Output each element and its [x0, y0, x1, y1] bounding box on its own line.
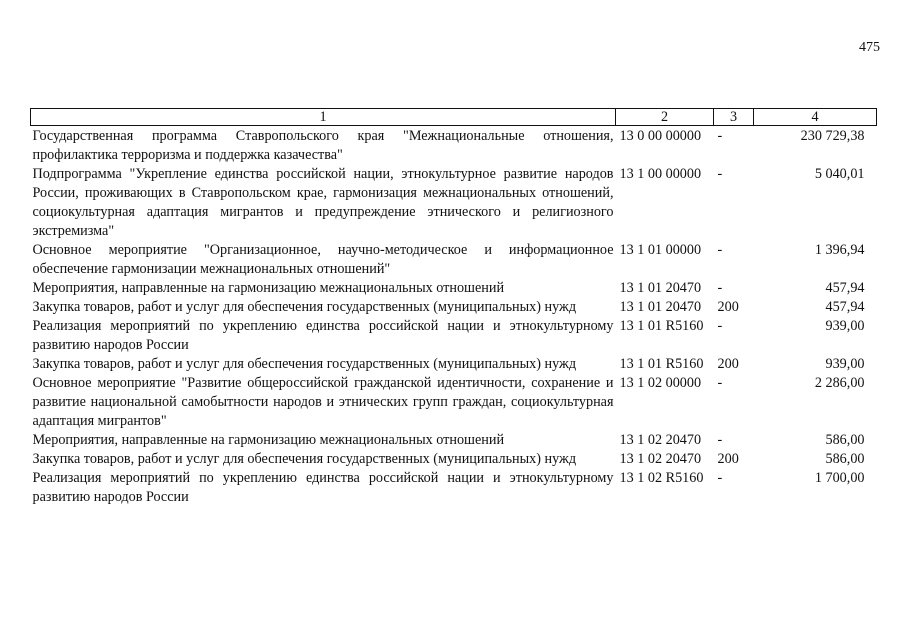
row-name: Государственная программа Ставропольского края "Межнациональные отношения, профилактика терроризма и поддержка казачества"	[32, 128, 614, 163]
row-name: Реализация мероприятий по укреплению единства российской нации и этнокультурному развитию народов России	[32, 470, 614, 505]
row-name: Закупка товаров, работ и услуг для обеспечения государственных (муниципальных) нужд	[32, 356, 577, 372]
table-row	[31, 450, 877, 469]
row-code: 13 1 01 20470	[619, 280, 702, 296]
table-row	[31, 279, 877, 298]
row-type: -	[717, 280, 723, 296]
row-name: Основное мероприятие "Организационное, научно-методическое и информационное обеспечение гармонизации межнациональных отношений"	[32, 242, 614, 277]
table-row	[31, 241, 877, 279]
row-amount: 5 040,01	[814, 166, 865, 182]
row-type: -	[717, 166, 723, 182]
header-col-3: 3	[714, 109, 754, 126]
row-code: 13 1 02 20470	[619, 432, 702, 448]
row-code: 13 1 01 20470	[619, 299, 702, 315]
table-row	[31, 126, 877, 166]
row-name: Закупка товаров, работ и услуг для обеспечения государственных (муниципальных) нужд	[32, 451, 577, 467]
row-type: -	[717, 242, 723, 258]
row-amount: 586,00	[825, 451, 865, 467]
table-row	[31, 298, 877, 317]
row-name: Реализация мероприятий по укреплению единства российской нации и этнокультурному развитию народов России	[32, 318, 614, 353]
page-number: 475	[859, 40, 880, 55]
table-row	[31, 355, 877, 374]
row-amount: 1 396,94	[814, 242, 865, 258]
row-name: Основное мероприятие "Развитие общероссийской гражданской идентичности, сохранение и развитие национальной самобытности народов и этнических групп граждан, социокультурная адаптация мигрантов"	[32, 375, 614, 429]
row-code: 13 1 02 20470	[619, 451, 702, 467]
row-name: Мероприятия, направленные на гармонизацию межнациональных отношений	[32, 432, 505, 448]
row-name: Мероприятия, направленные на гармонизацию межнациональных отношений	[32, 280, 505, 296]
row-name: Закупка товаров, работ и услуг для обеспечения государственных (муниципальных) нужд	[32, 299, 577, 315]
table-row	[31, 165, 877, 241]
row-amount: 939,00	[825, 318, 865, 334]
row-name: Подпрограмма "Укрепление единства российской нации, этнокультурное развитие народов России, проживающих в Ставропольском крае, гармонизация межнациональных отношений, социокультурная адаптация мигрантов и предупреждение этнического и религиозного экстремизма"	[32, 166, 614, 239]
row-amount: 1 700,00	[814, 470, 865, 486]
row-code: 13 1 02 00000	[619, 375, 702, 391]
row-type: -	[717, 375, 723, 391]
row-amount: 457,94	[825, 280, 865, 296]
row-type: 200	[717, 451, 739, 467]
header-col-4: 4	[754, 109, 877, 126]
row-type: 200	[717, 299, 739, 315]
row-code: 13 1 01 R5160	[619, 318, 704, 334]
row-code: 13 1 02 R5160	[619, 470, 704, 486]
row-type: -	[717, 432, 723, 448]
table-row	[31, 374, 877, 431]
row-code: 13 1 00 00000	[619, 166, 702, 182]
table-header-row	[31, 109, 877, 126]
row-type: -	[717, 318, 723, 334]
row-amount: 939,00	[825, 356, 865, 372]
budget-table	[30, 108, 877, 507]
row-type: -	[717, 128, 723, 144]
row-type: 200	[717, 356, 739, 372]
row-amount: 230 729,38	[800, 128, 865, 144]
row-code: 13 1 01 R5160	[619, 356, 704, 372]
row-amount: 2 286,00	[814, 375, 865, 391]
header-col-1: 1	[31, 109, 616, 126]
table-row	[31, 469, 877, 507]
row-code: 13 1 01 00000	[619, 242, 702, 258]
row-amount: 457,94	[825, 299, 865, 315]
row-type: -	[717, 470, 723, 486]
row-amount: 586,00	[825, 432, 865, 448]
table-body	[31, 126, 877, 508]
row-code: 13 0 00 00000	[619, 128, 702, 144]
table-row	[31, 431, 877, 450]
table-row	[31, 317, 877, 355]
header-col-2: 2	[616, 109, 714, 126]
